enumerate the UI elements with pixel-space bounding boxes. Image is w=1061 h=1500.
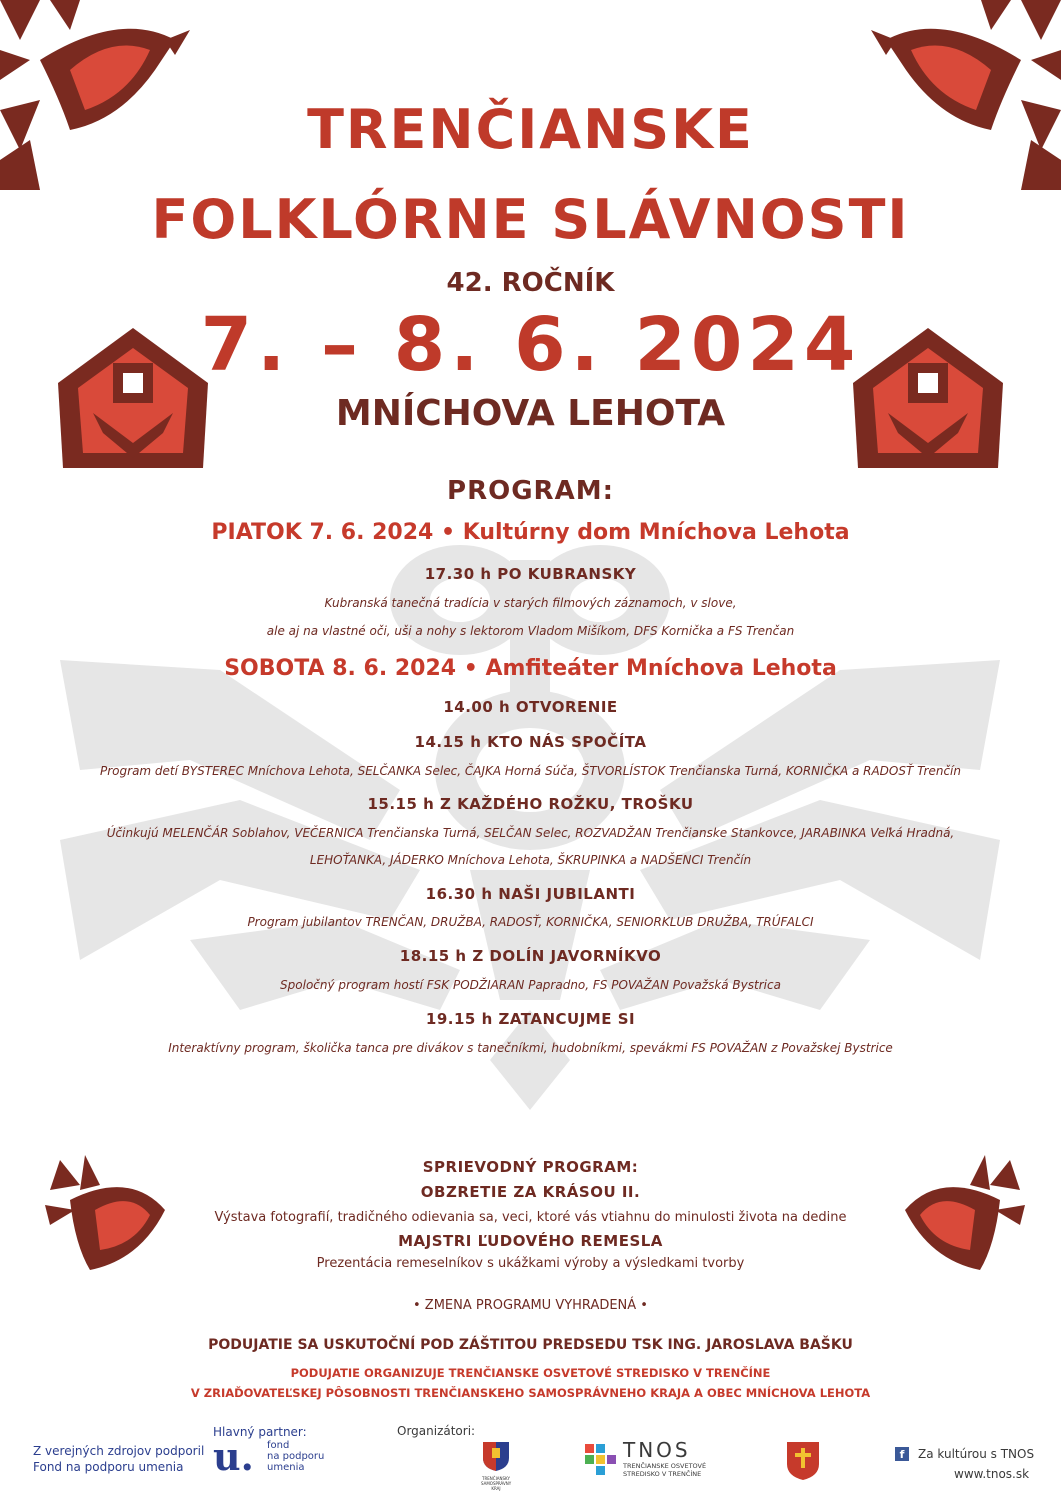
bird-ornament-top-left (0, 0, 190, 190)
organizer-note: V ZRIAĎOVATEĽSKEJ PÔSOBNOSTI TRENČIANSKEHO SAMOSPRÁVNEHO KRAJA A OBEC MNÍCHOVA LEHOTA (190, 1386, 871, 1400)
tnos-logo (583, 1440, 713, 1482)
tnos-subtitle: TRENČIANSKE OSVETOVÉ (623, 1462, 707, 1470)
festival-title-line1: TRENČIANSKE (307, 98, 754, 161)
program-item-desc: Program jubilantov TRENČAN, DRUŽBA, RADOSŤ, KORNIČKA, SENIORKLUB DRUŽBA, TRÚFALCI (247, 915, 814, 929)
festival-title-line2: FOLKLÓRNE SLÁVNOSTI (151, 188, 910, 251)
fpu-logo-text: na podporu (267, 1451, 325, 1462)
program-item-desc: Spoločný program hostí FSK PODŽIARAN Papradno, FS POVAŽAN Považská Bystrica (280, 978, 781, 992)
program-item-desc: Kubranská tanečná tradícia v starých filmových záznamoch, v slove, (324, 596, 737, 610)
program-item-title: 19.15 h ZATANCUJME SI (425, 1010, 636, 1028)
fpu-logo-letter: u. (213, 1434, 254, 1479)
website-link[interactable]: www.tnos.sk (954, 1467, 1030, 1481)
festival-dates: 7. – 8. 6. 2024 (200, 302, 861, 388)
fpu-logo-text: umenia (267, 1462, 305, 1473)
program-item-title: 14.15 h KTO NÁS SPOČÍTA (414, 733, 647, 751)
organizers-label: Organizátori: (397, 1424, 476, 1438)
accompanying-event-title: OBZRETIE ZA KRÁSOU II. (420, 1183, 641, 1201)
facebook-icon[interactable]: f (895, 1447, 909, 1461)
saturday-heading: SOBOTA 8. 6. 2024 • Amfiteáter Mníchova Lehota (224, 656, 837, 681)
program-item-desc: Interaktívny program, školička tanca pre divákov s tanečníkmi, hudobníkmi, spevákmi FS POVAŽAN z Považskej Bystrice (168, 1041, 893, 1055)
tsk-crest-icon (481, 1440, 511, 1472)
program-item-title: 18.15 h Z DOLÍN JAVORNÍKVO (399, 947, 662, 965)
fpu-logo-text: fond (267, 1440, 290, 1451)
tnos-name: TNOS (623, 1438, 691, 1462)
bird-ornament-top-right (871, 0, 1061, 190)
program-heading: PROGRAM: (447, 476, 614, 506)
program-item-title: 16.30 h NAŠI JUBILANTI (425, 885, 636, 903)
program-item-title: 17.30 h PO KUBRANSKY (424, 565, 637, 583)
program-item-title: 15.15 h Z KAŽDÉHO ROŽKU, TROŠKU (367, 795, 694, 813)
accompanying-heading: SPRIEVODNÝ PROGRAM: (422, 1158, 639, 1176)
program-item-desc: LEHOŤANKA, JÁDERKO Mníchova Lehota, ŠKRUPINKA a NADŠENCI Trenčín (309, 853, 752, 867)
program-item-desc: ale aj na vlastné oči, uši a nohy s lektorom Vladom Mišíkom, DFS Kornička a FS Trenčan (266, 624, 795, 638)
tsk-logo (481, 1440, 512, 1491)
program-item-desc: Účinkujú MELENČÁR Soblahov, VEČERNICA Trenčianska Turná, SELČAN Selec, ROZVADŽAN Trenčianske Stankovce, JARABINKA Veľká Hradná, (106, 826, 955, 840)
tnos-mark-icon (583, 1442, 617, 1476)
support-text: Z verejných zdrojov podporil (33, 1444, 205, 1458)
patronage-note: PODUJATIE SA USKUTOČNÍ POD ZÁŠTITOU PREDSEDU TSK ING. JAROSLAVA BAŠKU (208, 1337, 853, 1353)
facebook-link[interactable]: Za kultúrou s TNOS (918, 1447, 1035, 1461)
festival-venue: MNÍCHOVA LEHOTA (335, 393, 726, 434)
tnos-subtitle: STREDISKO V TRENČÍNE (623, 1470, 702, 1478)
friday-heading: PIATOK 7. 6. 2024 • Kultúrny dom Mníchova Lehota (211, 520, 850, 545)
mnichova-lehota-crest-icon (785, 1440, 821, 1482)
fpu-logo (213, 1434, 333, 1480)
organizer-note: PODUJATIE ORGANIZUJE TRENČIANSKE OSVETOVÉ STREDISKO V TRENČÍNE (290, 1366, 771, 1380)
accompanying-event-desc: Prezentácia remeselníkov s ukážkami výroby a výsledkami tvorby (316, 1256, 745, 1271)
support-text: Fond na podporu umenia (33, 1460, 184, 1474)
accompanying-event-desc: Výstava fotografií, tradičného odievania sa, veci, ktoré vás vtiahnu do minulosti života na dedine (214, 1210, 847, 1225)
program-item-title: 14.00 h OTVORENIE (443, 698, 618, 716)
program-item-desc: Program detí BYSTEREC Mníchova Lehota, SELČANKA Selec, ČAJKA Horná Súča, ŠTVORLÍSTOK Trenčianska Turná, KORNIČKA a RADOSŤ Trenčín (100, 764, 961, 778)
tsk-caption: TRENČIANSKY SAMOSPRÁVNY KRAJ (481, 1476, 512, 1491)
edition-label: 42. ROČNÍK (446, 268, 615, 298)
accompanying-event-title: MAJSTRI ĽUDOVÉHO REMESLA (398, 1232, 663, 1250)
program-change-note: • ZMENA PROGRAMU VYHRADENÁ • (413, 1298, 648, 1313)
main-partner-label: Hlavný partner: (213, 1425, 307, 1439)
